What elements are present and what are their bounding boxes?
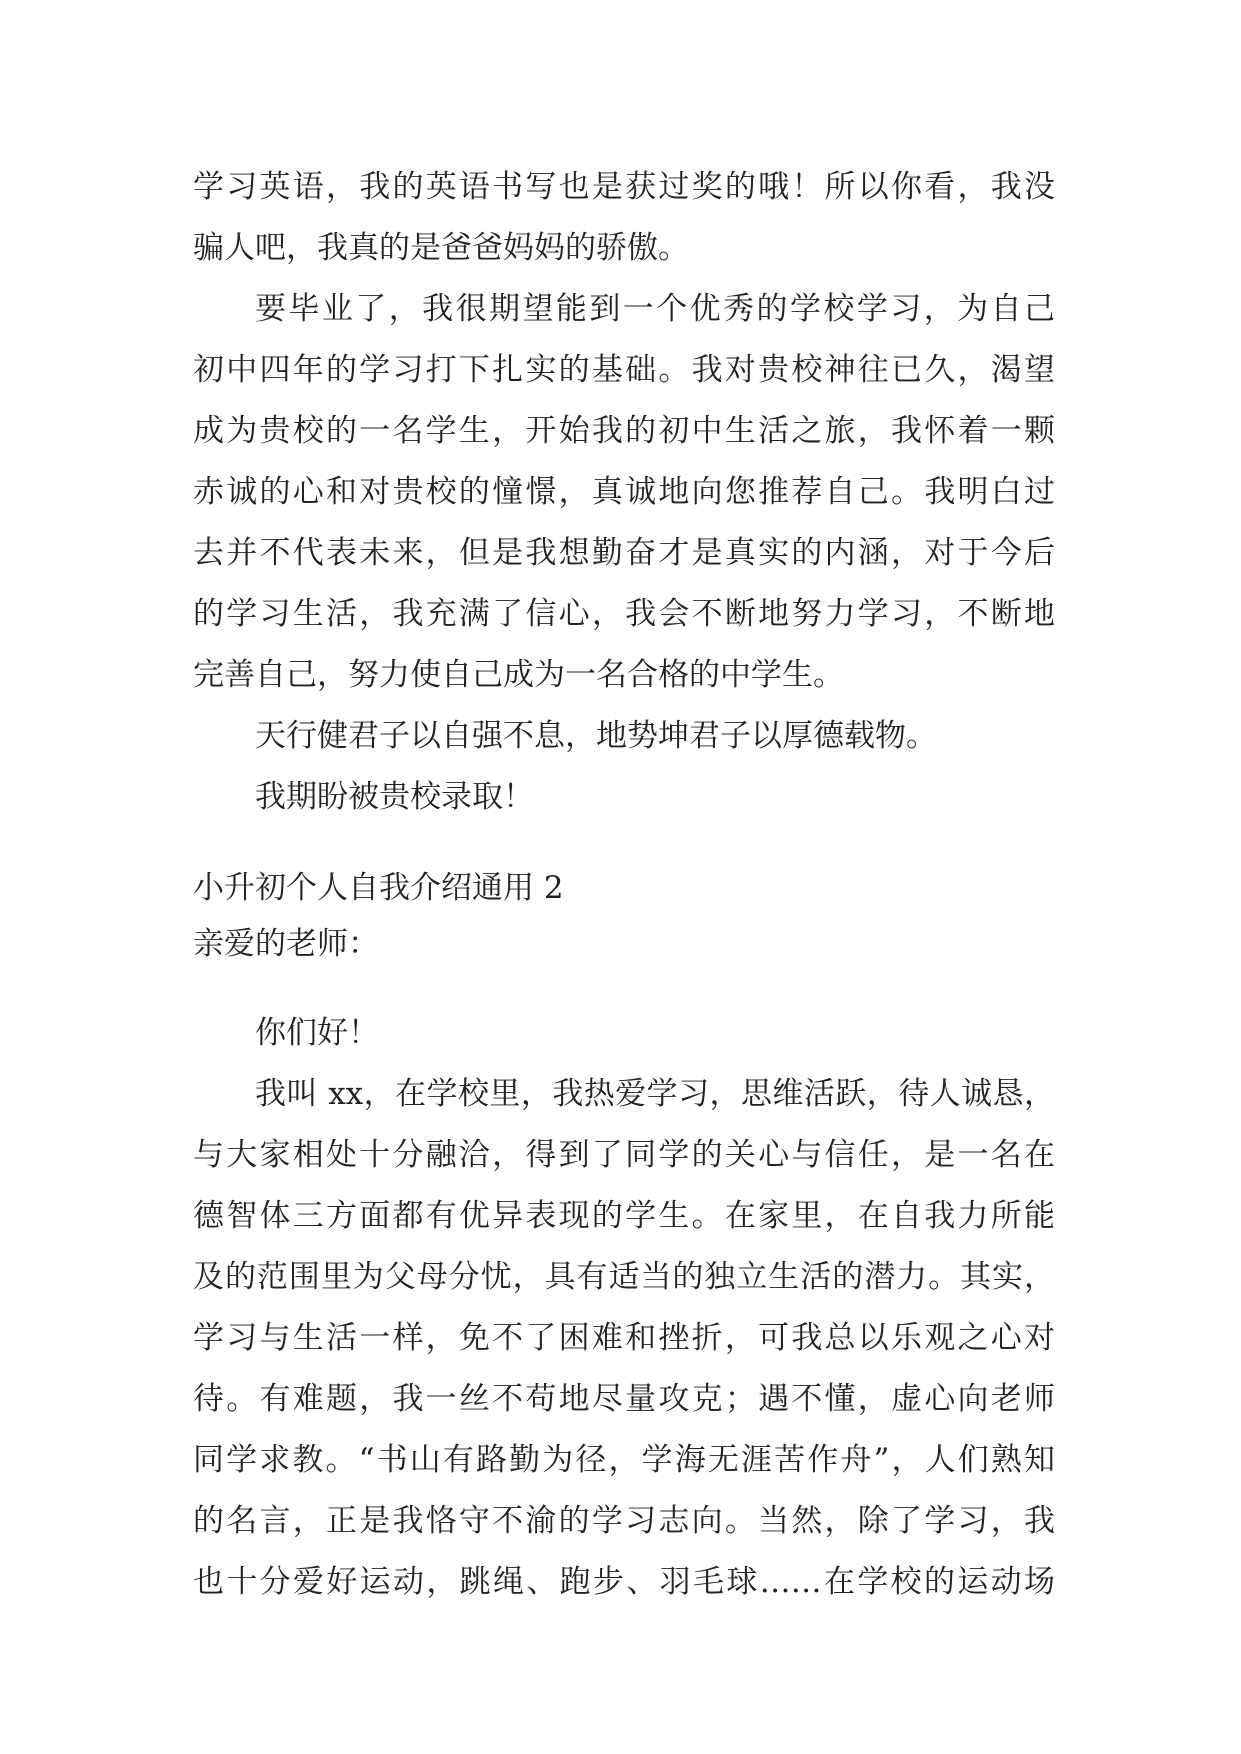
greeting: 你们好！: [255, 1015, 379, 1051]
section-title: 小升初个人自我介绍通用 2: [193, 870, 564, 906]
body-line: 去并不代表未来，但是我想勤奋才是真实的内涵，对于今后: [193, 535, 1055, 571]
body-line: 要毕业了，我很期望能到一个优秀的学校学习，为自己: [255, 291, 1055, 327]
body-line: 同学求教。“书山有路勤为径，学海无涯苦作舟”，人们熟知: [193, 1442, 1055, 1478]
body-line: 完善自己，努力使自己成为一名合格的中学生。: [193, 657, 844, 693]
closing-line: 我期盼被贵校录取！: [255, 779, 534, 815]
body-line: 成为贵校的一名学生，开始我的初中生活之旅，我怀着一颗: [193, 413, 1055, 449]
body-line: 骗人吧，我真的是爸爸妈妈的骄傲。: [193, 230, 689, 266]
body-line: 我叫 xx，在学校里，我热爱学习，思维活跃，待人诚恳，: [255, 1076, 1055, 1112]
body-line: 学习英语，我的英语书写也是获过奖的哦！所以你看，我没: [193, 169, 1055, 205]
body-line: 也十分爱好运动，跳绳、跑步、羽毛球……在学校的运动场: [193, 1564, 1055, 1600]
body-line: 赤诚的心和对贵校的憧憬，真诚地向您推荐自己。我明白过: [193, 474, 1055, 510]
text-block-bottom: [193, 1003, 1055, 1613]
body-line: 与大家相处十分融洽，得到了同学的关心与信任，是一名在: [193, 1137, 1055, 1173]
body-line: 的学习生活，我充满了信心，我会不断地努力学习，不断地: [193, 596, 1055, 632]
body-line: 学习与生活一样，免不了困难和挫折，可我总以乐观之心对: [193, 1320, 1055, 1356]
salutation: 亲爱的老师：: [193, 926, 379, 962]
body-line: 待。有难题，我一丝不苟地尽量攻克；遇不懂，虚心向老师: [193, 1381, 1055, 1417]
text-block-top: [193, 157, 1055, 828]
body-line: 德智体三方面都有优异表现的学生。在家里，在自我力所能: [193, 1198, 1055, 1234]
body-line: 初中四年的学习打下扎实的基础。我对贵校神往已久，渴望: [193, 352, 1055, 388]
section-heading-block: [193, 860, 1055, 972]
motto-line: 天行健君子以自强不息，地势坤君子以厚德载物。: [255, 718, 937, 754]
body-line: 及的范围里为父母分忧，具有适当的独立生活的潜力。其实，: [193, 1259, 1055, 1295]
body-line: 的名言，正是我恪守不渝的学习志向。当然，除了学习，我: [193, 1503, 1055, 1539]
